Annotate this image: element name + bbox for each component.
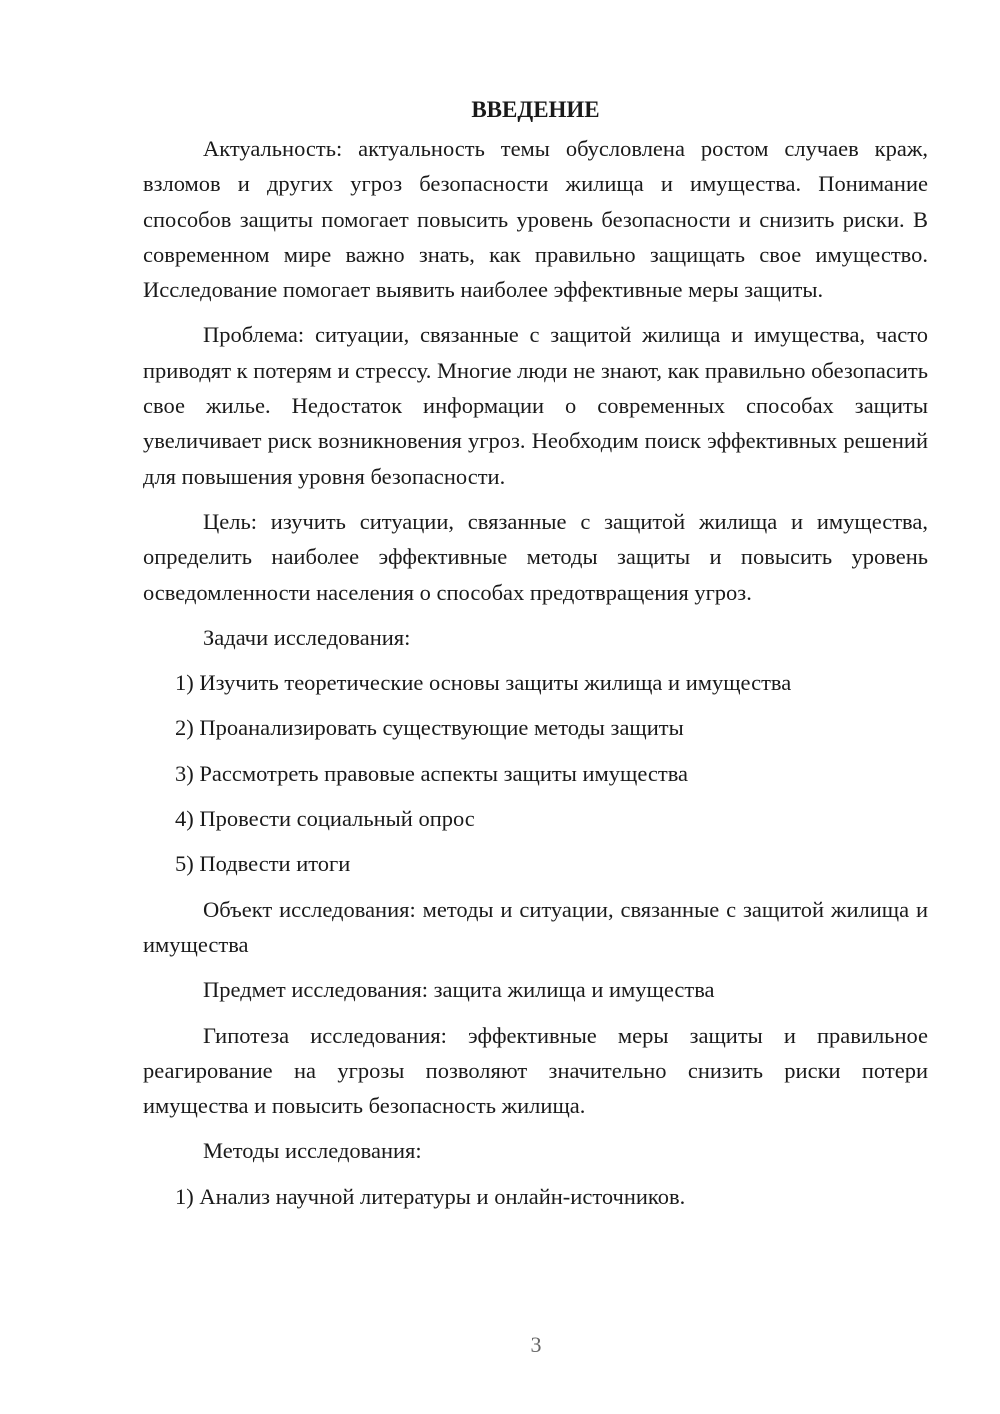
method-item-1: 1) Анализ научной литературы и онлайн-источников. <box>175 1183 686 1209</box>
hypothesis-paragraph: Гипотеза исследования: эффективные меры защиты и правильное реагирование на угрозы позволяют значительно снизить риски потери имущества и повысить безопасность жилища. <box>143 1022 928 1119</box>
document-page <box>143 92 928 1224</box>
section-title: ВВЕДЕНИЕ <box>471 97 600 122</box>
problem-paragraph: Проблема: ситуации, связанные с защитой жилища и имущества, часто приводят к потерям и стрессу. Многие люди не знают, как правильно обезопасить свое жилье. Недостаток информации о современных способах защиты увеличивает риск возникновения угроз. Необходим поиск эффективных решений для повышения уровня безопасности. <box>143 322 928 489</box>
page-number: 3 <box>530 1332 542 1357</box>
tasks-label: Задачи исследования: <box>203 624 411 650</box>
task-item-3: 3) Рассмотреть правовые аспекты защиты имущества <box>175 760 689 786</box>
task-item-2: 2) Проанализировать существующие методы защиты <box>175 715 684 741</box>
methods-label: Методы исследования: <box>203 1138 422 1164</box>
actuality-paragraph: Актуальность: актуальность темы обусловлена ростом случаев краж, взломов и других угроз безопасности жилища и имущества. Понимание способов защиты помогает повысить уровень безопасности и снизить риски. В современном мире важно знать, как правильно защищать свое имущество. Исследование помогает выявить наиболее эффективные меры защиты. <box>143 136 928 303</box>
goal-paragraph: Цель: изучить ситуации, связанные с защитой жилища и имущества, определить наиболее эффективные методы защиты и повысить уровень осведомленности населения о способах предотвращения угроз. <box>143 508 928 605</box>
object-paragraph: Объект исследования: методы и ситуации, связанные с защитой жилища и имущества <box>143 896 928 957</box>
task-item-4: 4) Провести социальный опрос <box>175 806 475 832</box>
task-item-5: 5) Подвести итоги <box>175 851 351 877</box>
subject-paragraph: Предмет исследования: защита жилища и имущества <box>203 977 715 1003</box>
task-item-1: 1) Изучить теоретические основы защиты жилища и имущества <box>175 670 792 696</box>
